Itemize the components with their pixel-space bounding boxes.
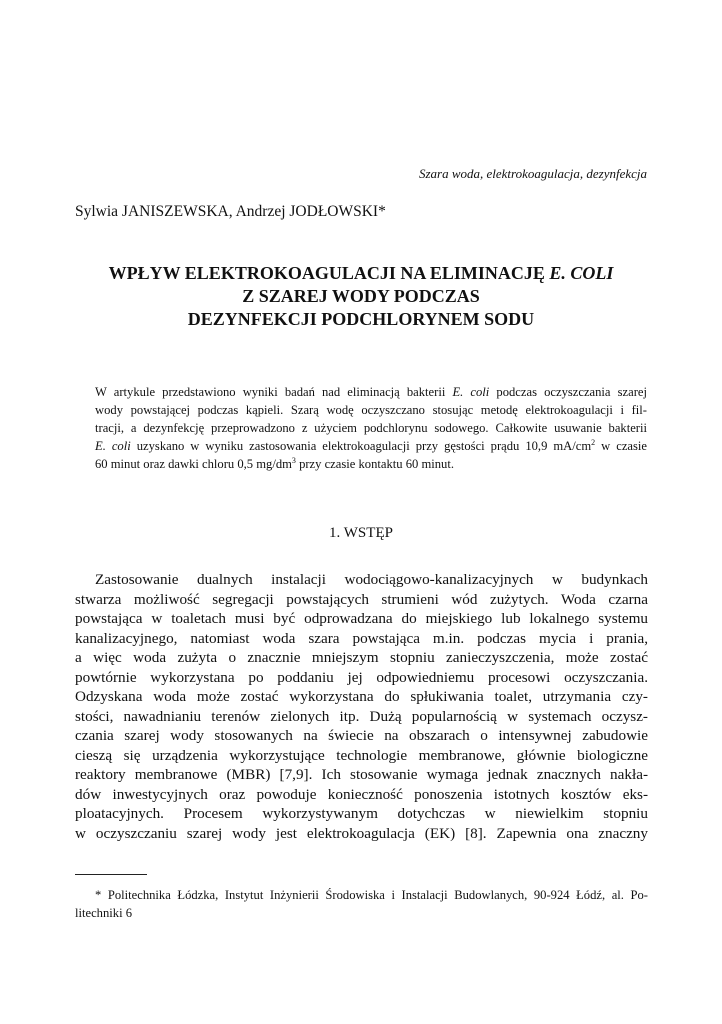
footnote-line: * Politechnika Łódzka, Instytut Inżynierii Środowiska i Instalacji Budowlanych, 90-924 Łódź, al. Po- bbox=[95, 888, 648, 902]
abstract-text: 60 minut oraz dawki chloru 0,5 mg/dm bbox=[95, 457, 292, 471]
body-line: Odzyskana woda może zostać wykorzystana do spłukiwania toalet, utrzymania czy- bbox=[75, 688, 648, 705]
section-heading: 1. WSTĘP bbox=[329, 525, 393, 541]
body-line: Zastosowanie dualnych instalacji wodociągowo-kanalizacyjnych w budynkach bbox=[95, 571, 648, 588]
body-line: w oczyszczaniu szarej wody jest elektrokoagulacja (EK) [8]. Zapewnia ona znaczny bbox=[75, 824, 648, 842]
title-line-1-italic: E. COLI bbox=[549, 263, 614, 283]
body-line: dów inwestycyjnych oraz powoduje konieczność ponoszenia istotnych kosztów eks- bbox=[75, 785, 648, 803]
abstract-line bbox=[95, 383, 647, 401]
body-line: czania szarej wody stosowanych na świecie na obszarach o intensywnej zabudowie bbox=[75, 727, 648, 744]
body-line: kanalizacyjnego, natomiast woda szara powstająca m.in. podczas mycia i prania, bbox=[75, 629, 648, 647]
body-line: cieszą się urządzenia wykorzystujące technologie membranowe, głównie biologiczne bbox=[75, 746, 648, 764]
body-line: stości, nawadnianiu terenów zielonych itp. Dużą popularnością w systemach oczysz- bbox=[75, 707, 648, 725]
body-line: stwarza możliwość segregacji powstających strumieni wód zużytych. Woda czarna bbox=[75, 590, 648, 608]
abstract-italic: E. coli bbox=[452, 385, 490, 399]
abstract-line: wody powstającej podczas kąpieli. Szarą wodę oczyszczano stosując metodę elektrokoagulacji i fil- bbox=[95, 403, 647, 417]
body-line: ploatacyjnych. Procesem wykorzystywanym dotychczas w niewielkim stopniu bbox=[75, 805, 648, 822]
abstract-line bbox=[95, 455, 647, 473]
abstract-text: w czasie bbox=[595, 439, 648, 453]
abstract-superscript: 2 bbox=[591, 438, 596, 447]
abstract-line bbox=[95, 437, 647, 455]
body-line: powtórnie wykorzystana po poddaniu jej odpowiedniemu procesowi oczyszczania. bbox=[75, 668, 648, 686]
abstract-superscript: 3 bbox=[291, 456, 296, 465]
paper-title bbox=[60, 262, 662, 331]
title-line-1-text: WPŁYW ELEKTROKOAGULACJI NA ELIMINACJĘ bbox=[108, 263, 550, 283]
abstract-line: tracji, a dezynfekcję przeprowadzono z użyciem podchlorynu sodowego. Całkowite usuwanie bakterii bbox=[95, 421, 647, 435]
abstract-text: W artykule przedstawiono wyniki badań nad eliminacją bakterii bbox=[95, 385, 453, 399]
footnote-line: litechniki 6 bbox=[75, 906, 133, 920]
body-paragraph bbox=[75, 570, 648, 843]
title-line-3: DEZYNFEKCJI PODCHLORYNEM SODU bbox=[187, 309, 535, 329]
abstract-italic: E. coli bbox=[95, 439, 131, 453]
body-line: reaktory membranowe (MBR) [7,9]. Ich stosowanie wymaga jednak znacznych nakła- bbox=[75, 766, 648, 783]
body-line: a więc woda zużyta o znacznie mniejszym stopniu zanieczyszczenia, może zostać bbox=[75, 649, 648, 666]
abstract-text: uzyskano w wyniku zastosowania elektrokoagulacji przy gęstości prądu 10,9 mA/cm bbox=[130, 439, 592, 453]
author-list: Sylwia JANISZEWSKA, Andrzej JODŁOWSKI* bbox=[75, 203, 386, 220]
title-line-2: Z SZAREJ WODY PODCZAS bbox=[242, 286, 480, 306]
abstract-text: przy czasie kontaktu 60 minut. bbox=[295, 457, 455, 471]
body-line: powstająca w toaletach musi być odprowadzana do miejskiego lub lokalnego systemu bbox=[75, 610, 648, 627]
footnote bbox=[75, 886, 648, 922]
keywords-header: Szara woda, elektrokoagulacja, dezynfekcja bbox=[418, 166, 647, 181]
abstract bbox=[95, 383, 647, 473]
footnote-divider bbox=[75, 874, 147, 875]
title-line-1 bbox=[60, 262, 662, 285]
abstract-text: podczas oczyszczania szarej bbox=[489, 385, 647, 399]
